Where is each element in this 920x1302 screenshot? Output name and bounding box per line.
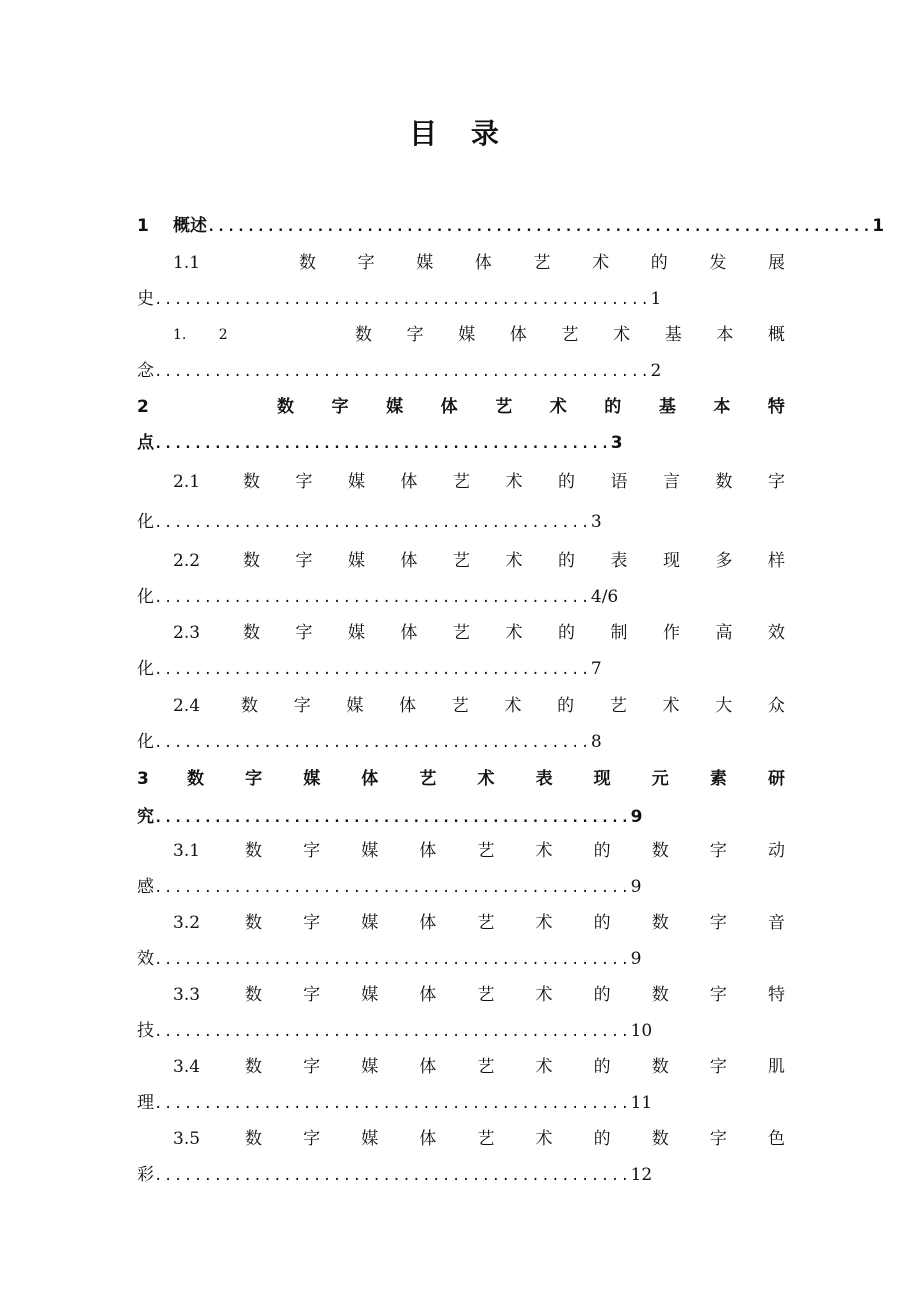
toc-leader-dots: ................................................ [154,1024,631,1040]
toc-title-char: 体 [361,769,379,789]
toc-title-char: 体 [399,696,417,716]
toc-title-char: 素 [709,769,727,789]
toc-title-char: 字 [406,325,424,345]
toc-entry-number: 3 [137,769,149,789]
toc-entry-number: 1 [137,216,149,236]
toc-title-char: 媒 [348,551,365,571]
toc-title-char: 表 [535,769,553,789]
toc-title-char: 字 [295,623,313,643]
toc-title-char: 媒 [458,325,476,345]
toc-title-char: 字 [709,841,727,861]
toc-title-char: 字 [303,1129,321,1149]
toc-title-char: 研 [767,769,785,789]
toc-title-char: 字 [295,551,313,571]
toc-leader-dots: .................................................. [154,292,651,308]
toc-title-char: 样 [768,551,785,571]
toc-title-char: 数 [299,253,316,273]
toc-entry-continuation [137,287,661,311]
toc-title-char: 制 [610,623,628,643]
toc-entry-continuation [137,1091,652,1115]
toc-title-char: 艺 [451,696,469,716]
toc-entry-line [137,395,785,419]
toc-title-char: 体 [400,472,418,492]
toc-title-char: 术 [505,623,523,643]
page-title: 目 录 [409,117,511,150]
toc-page-number: 10 [630,1021,653,1041]
toc-entry-number: 2.2 [173,551,201,571]
toc-entry-continuation [137,1163,652,1187]
toc-title-char: 体 [419,841,437,861]
toc-title-char: 音 [767,913,785,933]
toc-title-char: 字 [709,985,727,1005]
toc-title-char: 术 [505,551,523,571]
toc-entry-line [137,214,885,238]
toc-title-char: 体 [419,1057,437,1077]
toc-entry-number: 3.5 [173,1129,201,1149]
toc-title-char: 艺 [477,1129,495,1149]
toc-title-last-char: 究 [137,807,154,827]
toc-title-char: 艺 [477,1057,495,1077]
toc-title-char: 术 [592,253,610,273]
toc-leader-dots: ................................................ [154,1096,631,1112]
toc-title-char: 展 [768,253,785,273]
toc-title-char: 数 [243,551,260,571]
toc-entry-continuation [137,585,618,609]
toc-entry-continuation [137,947,641,971]
toc-title-char: 艺 [477,841,495,861]
toc-title-char: 体 [419,913,437,933]
toc-entry-continuation [137,510,602,534]
toc-title-char: 概 [768,325,785,345]
toc-title-char: 的 [593,841,611,861]
toc-title-char: 媒 [361,841,379,861]
toc-page-number: 1 [872,216,885,236]
toc-entry-number: 3.3 [173,985,201,1005]
toc-title-char: 众 [767,696,785,716]
toc-title-last-char: 化 [137,512,154,532]
toc-title-char: 艺 [419,769,437,789]
toc-title-char: 数 [243,623,260,643]
toc-title-char: 肌 [767,1057,785,1077]
toc-title-char: 数 [277,397,294,417]
toc-entry-title: 概述 [173,216,207,236]
toc-title-char: 字 [768,472,785,492]
toc-leader-dots: ................................................ [154,1168,631,1184]
toc-entry-line [173,983,785,1007]
toc-title-char: 数 [245,913,262,933]
toc-title-char: 数 [715,472,733,492]
toc-title-char: 艺 [477,985,495,1005]
toc-entry-title [355,323,785,347]
toc-entry-title [277,395,785,419]
toc-title-char: 体 [400,551,418,571]
toc-leader-dots: ................................................ [154,952,631,968]
toc-entry-line [173,323,785,347]
toc-title-char: 艺 [453,623,470,643]
toc-entry-continuation [137,730,602,754]
toc-entry-number: 1.1 [173,253,201,273]
toc-page-number: 9 [630,807,643,827]
toc-entry-continuation [137,359,661,383]
toc-title-char: 媒 [361,913,379,933]
toc-title-char: 本 [713,397,731,417]
toc-entry-continuation [137,875,641,899]
toc-leader-dots: ............................................ [154,662,591,678]
toc-entry-title [243,549,785,573]
toc-title-char: 术 [662,696,680,716]
toc-title-char: 媒 [361,985,379,1005]
toc-title-char: 体 [400,623,418,643]
toc-title-char: 多 [715,551,733,571]
toc-title-char: 体 [419,1129,437,1149]
toc-title-char: 的 [650,253,668,273]
toc-entry-title [241,694,785,718]
toc-title-char: 术 [504,696,522,716]
toc-title-char: 数 [651,1129,669,1149]
toc-title-char: 数 [245,985,262,1005]
toc-title-char: 动 [767,841,785,861]
toc-title-last-char: 化 [137,659,154,679]
toc-title-char: 现 [593,769,611,789]
toc-title-char: 媒 [303,769,321,789]
toc-leader-dots: ............................................ [154,515,591,531]
toc-page-number: 7 [590,659,602,679]
toc-title-char: 字 [303,1057,321,1077]
toc-title-char: 艺 [533,253,551,273]
toc-title-char: 的 [604,397,622,417]
toc-title-char: 数 [241,696,258,716]
toc-title-char: 高 [715,623,733,643]
toc-entry-title [243,621,785,645]
toc-entry-continuation [137,431,623,455]
toc-entry-title [245,1127,785,1151]
toc-leader-dots: .................................................. [154,364,651,380]
toc-title-char: 效 [768,623,785,643]
toc-entry-line [173,621,785,645]
toc-title-char: 言 [663,472,680,492]
toc-entry-continuation [137,1019,652,1043]
toc-page-number: 9 [630,877,642,897]
toc-leader-dots: ................................................ [154,880,631,896]
toc-title-last-char: 技 [137,1021,154,1041]
toc-title-char: 媒 [386,397,404,417]
toc-title-char: 艺 [609,696,627,716]
toc-title-last-char: 彩 [137,1165,154,1185]
toc-entry-title [243,470,785,494]
toc-title-char: 本 [716,325,734,345]
toc-entry-line [173,1127,785,1151]
toc-title-char: 媒 [416,253,434,273]
toc-title-char: 媒 [361,1129,379,1149]
toc-title-char: 特 [767,397,785,417]
toc-title-char: 媒 [361,1057,379,1077]
toc-title-char: 术 [535,1057,553,1077]
toc-entry-line [173,251,785,275]
toc-entry-number: 2.4 [173,696,201,716]
toc-title-char: 字 [293,696,311,716]
toc-entry-line [173,911,785,935]
toc-leader-dots: ............................................ [154,735,591,751]
toc-title-last-char: 点 [137,433,154,453]
toc-title-char: 数 [243,472,260,492]
toc-title-char: 的 [558,472,575,492]
toc-title-char: 数 [651,913,669,933]
toc-title-char: 艺 [453,551,470,571]
toc-page-number: 4/6 [590,587,619,607]
toc-title-char: 数 [651,1057,669,1077]
toc-entry-line [173,839,785,863]
toc-title-char: 字 [303,985,321,1005]
toc-title-char: 数 [355,325,372,345]
toc-entry-line [173,549,785,573]
toc-title-char: 字 [245,769,263,789]
toc-entry-continuation [137,805,642,829]
toc-entry-number: 1. 2 [173,327,228,343]
toc-leader-dots: ............................................ [154,590,591,606]
toc-title-char: 体 [419,985,437,1005]
toc-title-char: 特 [767,985,785,1005]
toc-title-char: 基 [664,325,682,345]
toc-title-char: 艺 [453,472,470,492]
toc-title-char: 术 [477,769,495,789]
toc-title-char: 数 [651,985,669,1005]
toc-title-char: 术 [505,472,523,492]
toc-title-char: 的 [593,913,611,933]
toc-title-char: 基 [658,397,676,417]
toc-entry-number: 2 [137,397,149,417]
toc-title-char: 发 [709,253,727,273]
toc-entry-title [245,839,785,863]
toc-page-number: 3 [610,433,623,453]
toc-entry-number: 2.1 [173,472,201,492]
toc-title-last-char: 感 [137,877,154,897]
toc-title-char: 术 [613,325,631,345]
toc-title-char: 数 [245,1057,262,1077]
toc-entry-number: 3.1 [173,841,201,861]
toc-title-char: 的 [593,1057,611,1077]
toc-page-number: 2 [650,361,662,381]
toc-title-char: 术 [535,985,553,1005]
toc-page-number: 1 [650,289,662,309]
toc-page-number: 12 [630,1165,653,1185]
toc-title-last-char: 化 [137,732,154,752]
toc-title-last-char: 效 [137,949,154,969]
toc-title-char: 现 [663,551,680,571]
toc-title-char: 色 [767,1129,785,1149]
toc-entry-line [173,1055,785,1079]
toc-title-char: 表 [610,551,628,571]
toc-title-last-char: 化 [137,587,154,607]
toc-entry-line [173,470,785,494]
toc-title-char: 的 [557,696,575,716]
toc-title-last-char: 史 [137,289,154,309]
toc-title-char: 字 [331,397,349,417]
toc-title-char: 体 [509,325,527,345]
toc-leader-dots: ................................................ [154,810,631,826]
toc-title-char: 术 [535,1129,553,1149]
toc-title-char: 元 [651,769,669,789]
toc-title-char: 字 [709,1057,727,1077]
toc-title-char: 语 [610,472,628,492]
toc-entry-number: 3.2 [173,913,201,933]
toc-title-char: 字 [303,913,321,933]
toc-leader-dots: .............................................. [154,436,611,452]
toc-title-char: 字 [709,913,727,933]
toc-entry-number: 2.3 [173,623,201,643]
toc-entry-continuation [137,657,602,681]
toc-title-char: 艺 [495,397,513,417]
toc-title-char: 的 [558,551,575,571]
toc-title-char: 术 [535,913,553,933]
toc-entry-number: 3.4 [173,1057,201,1077]
toc-page-number: 3 [590,512,602,532]
toc-title-char: 的 [593,1129,611,1149]
toc-entry-title [245,911,785,935]
toc-title-last-char: 理 [137,1093,154,1113]
toc-title-char: 媒 [348,472,365,492]
toc-page-number: 9 [630,949,642,969]
toc-title-char: 数 [651,841,669,861]
toc-title-char: 媒 [348,623,365,643]
toc-entry-title [299,251,785,275]
toc-title-char: 术 [549,397,567,417]
toc-title-char: 的 [593,985,611,1005]
toc-title-char: 媒 [346,696,364,716]
toc-page-number: 8 [590,732,602,752]
toc-leader-dots: ................................................................... [207,219,873,235]
toc-entry-title [245,983,785,1007]
toc-title-char: 数 [187,769,204,789]
toc-title-char: 的 [558,623,575,643]
toc-title-last-char: 念 [137,361,154,381]
toc-title-char: 作 [663,623,680,643]
toc-page-number: 11 [630,1093,653,1113]
toc-title-char: 字 [295,472,313,492]
toc-title-char: 数 [245,1129,262,1149]
toc-title-char: 字 [303,841,321,861]
toc-title-char: 数 [245,841,262,861]
toc-entry-title [245,1055,785,1079]
toc-entry-title [187,767,785,791]
toc-title-char: 艺 [561,325,579,345]
toc-title-char: 体 [440,397,458,417]
toc-title-char: 体 [474,253,492,273]
toc-title-char: 字 [357,253,375,273]
toc-title-char: 字 [709,1129,727,1149]
toc-entry-line [173,694,785,718]
toc-entry-line [137,767,785,791]
toc-title-char: 大 [715,696,733,716]
toc-title-char: 术 [535,841,553,861]
toc-title-char: 艺 [477,913,495,933]
